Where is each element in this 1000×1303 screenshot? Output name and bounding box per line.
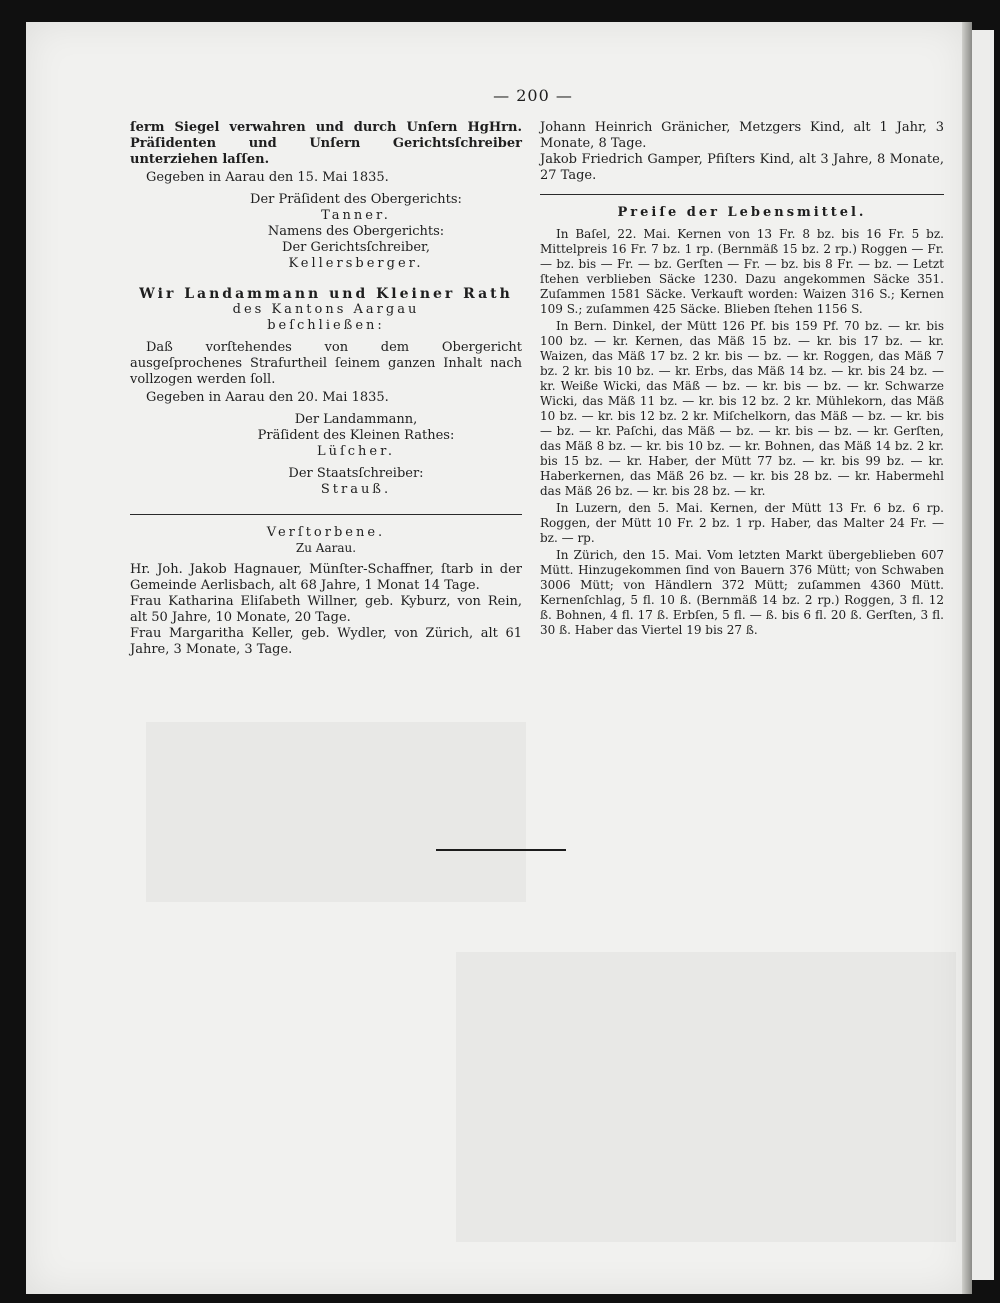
deceased-entry: Hr. Joh. Jakob Hagnauer, Münſter-Schaffner, ſtarb in der Gemeinde Aerlisbach, alt 68 Jahre, 1 Monat 14 Tage. xyxy=(130,562,522,593)
deceased-heading: Verſtorbene. xyxy=(266,525,386,540)
page-spine xyxy=(962,22,972,1294)
section-divider xyxy=(540,194,944,195)
price-report-bern: In Bern. Dinkel, der Mütt 126 Pf. bis 159 Pf. 70 bz. — kr. bis 100 bz. — kr. Kernen, das Mäß 15 bz. — kr. bis 17 bz. — kr. Waizen, das Mäß 17 bz. 2 kr. bis — bz. — kr. Roggen, das Mäß 7 bz. 2 kr. bis 10 bz. — kr. Erbs, das Mäß 14 bz. — kr. bis 24 bz. — kr. Weiße Wicki, das Mäß — bz. — kr. bis — bz. — kr. Schwarze Wicki, das Mäß 11 bz. — kr. bis 12 bz. 2 kr. Mühlekorn, das Mäß 10 bz. — kr. bis 12 bz. 2 kr. Miſchelkorn, das Mäß — bz. — kr. bis — bz. — kr. Paſchi, das Mäß — bz. — kr. bis — bz. — kr. Gerſten, das Mäß 8 bz. — kr. bis 10 bz. — kr. Bohnen, das Mäß 14 bz. 2 kr. bis 15 bz. — kr. Haber, der Mütt 77 bz. — kr. bis 99 bz. — kr. Haberkernen, das Mäß 26 bz. — kr. bis 28 bz. — kr. Habermehl das Mäß 26 bz. — kr. bis 28 bz. — kr. xyxy=(540,319,944,498)
signature-name: Tanner. xyxy=(321,208,391,223)
page-number: — 200 — xyxy=(493,86,573,105)
price-report-luzern: In Luzern, den 5. Mai. Kernen, der Mütt 13 Fr. 6 bz. 6 rp. Roggen, der Mütt 10 Fr. 2 bz. 1 rp. Haber, das Malter 24 Fr. — bz. — rp. xyxy=(540,501,944,545)
show-through-text xyxy=(146,722,526,902)
given-date-2: Gegeben in Aarau den 20. Mai 1835. xyxy=(146,390,389,405)
show-through-text xyxy=(456,952,956,1242)
signature-title: Der Präſident des Obergerichts: xyxy=(250,192,462,207)
signature-title: Der Gerichtsſchreiber, xyxy=(282,240,430,255)
prices-heading: Preiſe der Lebensmittel. xyxy=(617,205,867,220)
deceased-place: Zu Aarau. xyxy=(295,541,357,555)
given-date-1: Gegeben in Aarau den 15. Mai 1835. xyxy=(146,170,389,185)
deceased-entry: Jakob Friedrich Gamper, Pfiſters Kind, alt 3 Jahre, 8 Monate, 27 Tage. xyxy=(540,152,944,183)
deceased-entry: Frau Katharina Eliſabeth Willner, geb. Kyburz, von Rein, alt 50 Jahre, 10 Monate, 20 Tage. xyxy=(130,594,522,625)
decree-subheading: beſchließen: xyxy=(267,318,385,333)
signature-title: Der Staatsſchreiber: xyxy=(288,466,424,481)
decree-text: Daß vorſtehendes von dem Obergericht ausgeſprochenes Strafurtheil ſeinem ganzen Inhalt nach vollzogen werden ſoll. xyxy=(130,340,522,387)
signature-title: Der Landammann, xyxy=(294,412,418,427)
deceased-entry: Frau Margaritha Keller, geb. Wydler, von Zürich, alt 61 Jahre, 3 Monate, 3 Tage. xyxy=(130,626,522,657)
price-report-zuerich: In Zürich, den 15. Mai. Vom letzten Markt übergeblieben 607 Mütt. Hinzugekommen ſind von Bauern 376 Mütt; von Schwaben 3006 Mütt; von Händlern 372 Mütt; zuſammen 4360 Mütt. Kernenſchlag, 5 fl. 10 ß. (Bernmäß 14 bz. 2 rp.) Roggen, 3 fl. 12 ß. Bohnen, 4 fl. 17 ß. Erbſen, 5 fl. — ß. bis 6 fl. 20 ß. Gerſten, 3 fl. 30 ß. Haber das Viertel 19 bis 27 ß. xyxy=(540,548,944,637)
signature-role: Präſident des Kleinen Rathes: xyxy=(257,428,455,443)
price-report-basel: In Baſel, 22. Mai. Kernen von 13 Fr. 8 bz. bis 16 Fr. 5 bz. Mittelpreis 16 Fr. 7 bz. 1 rp. (Bernmäß 15 bz. 2 rp.) Roggen — Fr. — bz. bis — Fr. — bz. Gerſten — Fr. — bz. bis 8 Fr. — bz. — Letzt ſtehen verblieben Säcke 1230. Dazu angekommen Säcke 351. Zuſammen 1581 Säcke. Verkauft worden: Waizen 316 S.; Kernen 109 S.; zuſammen 425 Säcke. Blieben ſtehen 1156 S. xyxy=(540,227,944,316)
right-column xyxy=(540,120,944,638)
section-divider xyxy=(130,514,522,515)
next-page-edge xyxy=(972,30,994,1280)
deceased-entry: Johann Heinrich Gränicher, Metzgers Kind, alt 1 Jahr, 3 Monate, 8 Tage. xyxy=(540,120,944,151)
decree-heading: Wir Landammann und Kleiner Rath xyxy=(139,286,513,302)
opening-paragraph: ſerm Siegel verwahren und durch Unſern HgHrn. Präſidenten und Unſern Gerichtsſchreiber unterziehen laſſen. xyxy=(130,120,522,167)
left-column xyxy=(130,120,522,658)
end-rule xyxy=(436,849,566,851)
decree-subheading: des Kantons Aargau xyxy=(232,302,420,317)
signature-name: Strauß. xyxy=(320,482,392,497)
signature-name: Kellersberger. xyxy=(288,256,424,271)
signature-on-behalf: Namens des Obergerichts: xyxy=(267,224,445,239)
signature-name: Lüſcher. xyxy=(316,444,396,459)
